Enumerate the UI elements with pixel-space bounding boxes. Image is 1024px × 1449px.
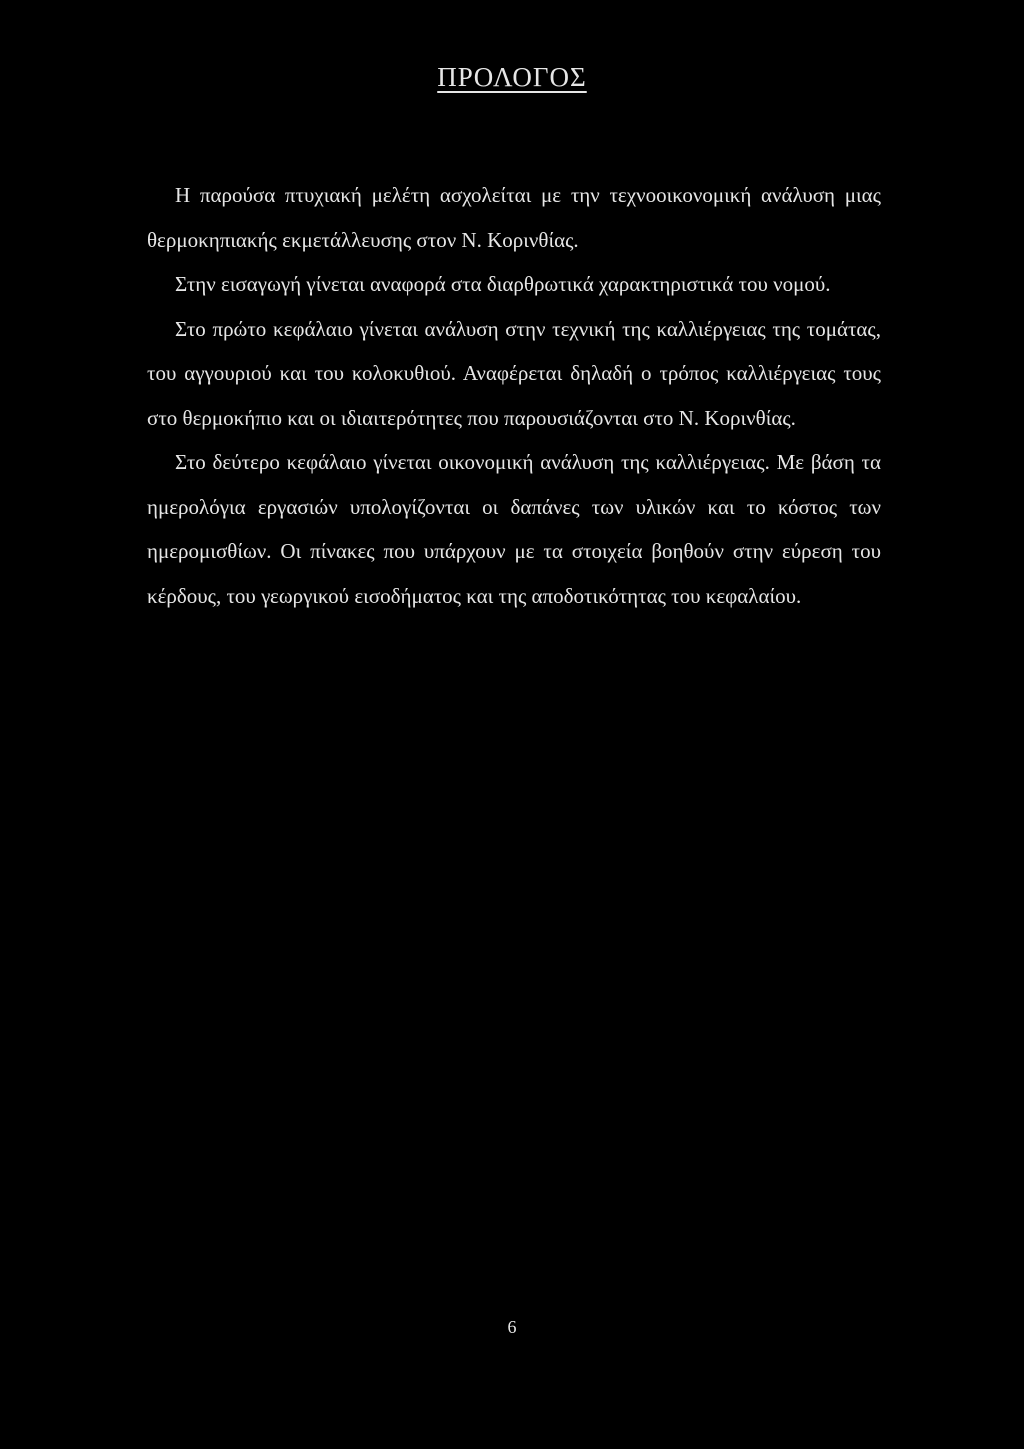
paragraph-chapter-one: Στο πρώτο κεφάλαιο γίνεται ανάλυση στην τεχνική της καλλιέργειας της τομάτας, του αγγουριού και του κολοκυθιού. Αναφέρεται δηλαδή ο τρόπος καλλιέργειας τους στο θερμοκήπιο και οι ιδιαιτερότητες που παρουσιάζονται στο Ν. Κορινθίας. — [147, 316, 881, 430]
paragraph-intro: Η παρούσα πτυχιακή μελέτη ασχολείται με την τεχνοοικονομική ανάλυση μιας θερμοκηπιακής εκμετάλλευσης στον Ν. Κορινθίας. — [147, 183, 881, 252]
page-number: 6 — [507, 1317, 517, 1337]
document-body — [147, 173, 881, 618]
page-title: ΠΡΟΛΟΓΟΣ — [437, 62, 587, 92]
paragraph-chapter-two: Στο δεύτερο κεφάλαιο γίνεται οικονομική ανάλυση της καλλιέργειας. Με βάση τα ημερολόγια εργασιών υπολογίζονται οι δαπάνες των υλικών και το κόστος των ημερομισθίων. Οι πίνακες που υπάρχουν με τα στοιχεία βοηθούν στην εύρεση του κέρδους, του γεωργικού εισοδήματος και της αποδοτικότητας του κεφαλαίου. — [147, 450, 881, 608]
paragraph-introduction-section: Στην εισαγωγή γίνεται αναφορά στα διαρθρωτικά χαρακτηριστικά του νομού. — [175, 272, 831, 296]
